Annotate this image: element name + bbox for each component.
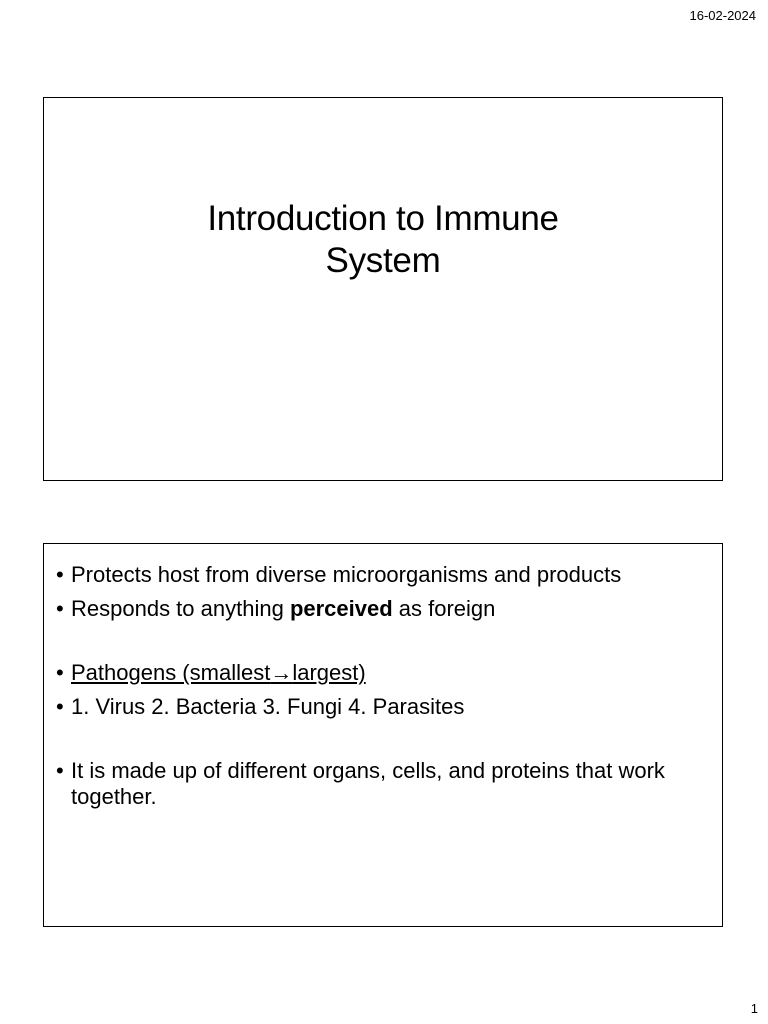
bullet-responds: [56, 596, 702, 622]
bullet-responds-bold-word: perceived: [289, 596, 393, 621]
slide-title-line-1: Introduction to Immune: [207, 199, 559, 238]
document-date: 16-02-2024: [689, 8, 756, 23]
pathogens-text-start: Pathogens (smallest: [71, 660, 271, 685]
bullet-composition: • It is made up of different organs, cells, and proteins that work together.: [56, 758, 702, 810]
slide-title-line-2: System: [325, 241, 441, 280]
content-slide: [43, 543, 723, 927]
pathogens-heading: [71, 660, 366, 685]
bullet-protects-host: • Protects host from diverse microorganisms and products: [56, 562, 702, 588]
page-number: 1: [750, 1001, 758, 1016]
title-slide: [43, 97, 723, 481]
slide-title: [44, 198, 722, 282]
bullet-responds-text-end: as foreign: [392, 596, 496, 621]
bullet-responds-text-start: Responds to anything: [71, 596, 290, 621]
arrow-right-icon: →: [270, 660, 293, 685]
bullet-list: [56, 562, 702, 810]
bullet-pathogen-list: • 1. Virus 2. Bacteria 3. Fungi 4. Parasites: [56, 694, 702, 720]
bullet-pathogens: [56, 660, 702, 686]
pathogens-text-end: largest): [292, 660, 366, 685]
